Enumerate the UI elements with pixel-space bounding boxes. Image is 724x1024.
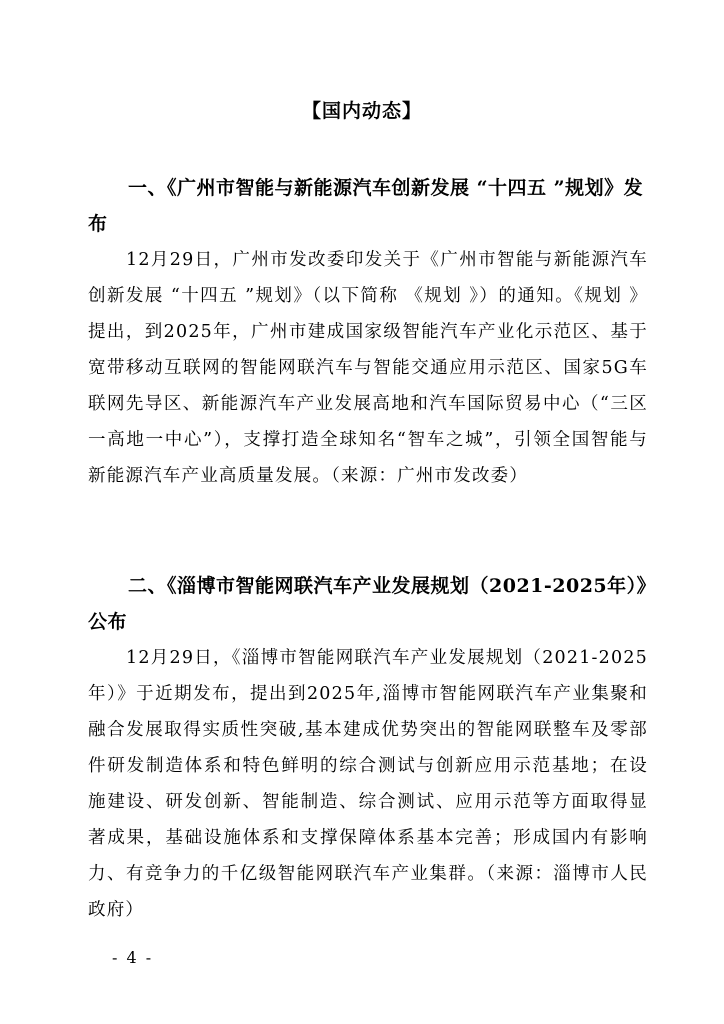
article-body: 12月29日，广州市发改委印发关于《广州市智能与新能源汽车创新发展 “十四五 ”规划》（以下简称 《规划 》）的通知。《规划 》提出，到2025年，广州市建成国家级智能汽车产业化示范区、基于宽带移动互联网的智能网联汽车与智能交通应用示范区、国家5G车联网先导区、新能源汽车产业发展高地和汽车国际贸易中心（“三区一高地一中心”），支撑打造全球知名“智车之城”，引领全国智能与新能源汽车产业高质量发展。（来源：广州市发改委）	[88, 250, 648, 486]
page-number: - 4 -	[112, 948, 154, 967]
article-title: 二、《淄博市智能网联汽车产业发展规划（2021-2025年）》公布	[88, 575, 647, 633]
article-title: 一、《广州市智能与新能源汽车创新发展 “十四五 ”规划》发布	[88, 177, 644, 235]
section-heading: 【国内动态】	[301, 100, 422, 122]
news-article	[88, 170, 648, 494]
news-article	[88, 568, 648, 928]
article-body: 12月29日，《淄博市智能网联汽车产业发展规划（2021-2025年）》于近期发布，提出到2025年,淄博市智能网联汽车产业集聚和融合发展取得实质性突破,基本建成优势突出的智能网联整车及零部件研发制造体系和特色鲜明的综合测试与创新应用示范基地；在设施建设、研发创新、智能制造、综合测试、应用示范等方面取得显著成果，基础设施体系和支撑保障体系基本完善；形成国内有影响力、有竞争力的千亿级智能网联汽车产业集群。（来源：淄博市人民政府）	[88, 648, 648, 920]
